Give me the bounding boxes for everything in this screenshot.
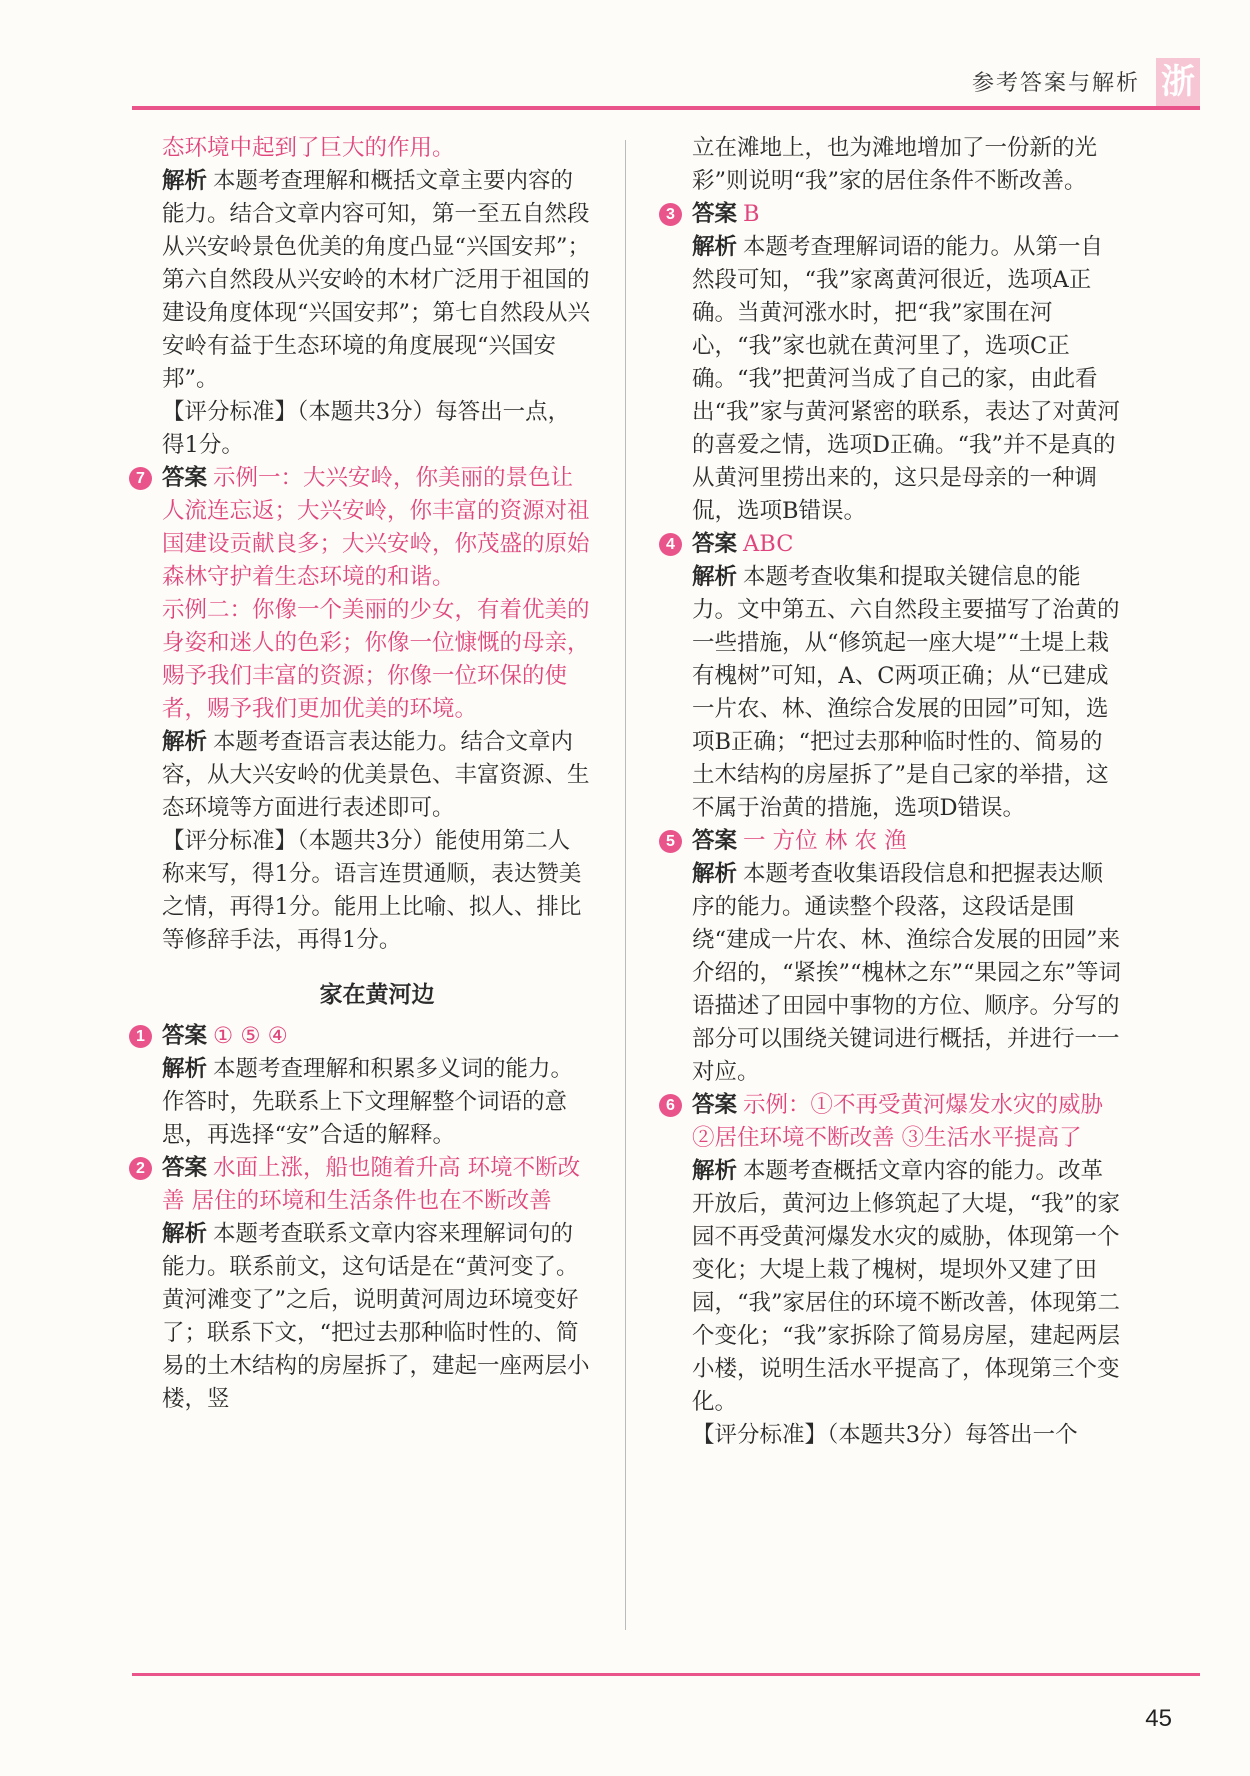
answer-label: 答案 [692, 828, 738, 854]
question-1 [136, 1020, 592, 1152]
analysis-text: 本题考查收集和提取关键信息的能力。文中第五、六自然段主要描写了治黄的一些措施，从“修筑起一座大堤”“土堤上栽有槐树”可知，A、C两项正确；从“已建成一片农、林、渔综合发展的田园”可知，选项B正确；“把过去那种临时性的、简易的土木结构的房屋拆了”是自己家的举措，这不属于治黄的措施，选项D错误。 [692, 564, 1120, 821]
section-title: 家在黄河边 [319, 982, 435, 1008]
province-badge: 浙 [1156, 58, 1200, 106]
question-2 [136, 1152, 592, 1416]
continued-answer: 态环境中起到了巨大的作用。 [162, 135, 455, 161]
analysis-label: 解析 [692, 1158, 738, 1184]
analysis-text: 本题考查理解和概括文章主要内容的能力。结合文章内容可知，第一至五自然段从兴安岭景色优美的角度凸显“兴国安邦”；第六自然段从兴安岭的木材广泛用于祖国的建设角度体现“兴国安邦”；第七自然段从兴安岭有益于生态环境的角度展现“兴国安邦”。 [162, 168, 591, 392]
analysis-text: 本题考查概括文章内容的能力。改革开放后，黄河边上修筑起了大堤，“我”的家园不再受黄河爆发水灾的威胁，体现第一个变化；大堤上栽了槐树，堤坝外又建了田园，“我”家居住的环境不断改善，体现第二个变化；“我”家拆除了简易房屋，建起两层小楼，说明生活水平提高了，体现第三个变化。 [692, 1158, 1121, 1415]
q6-analysis [162, 165, 592, 396]
question-4 [666, 528, 1122, 825]
question-5 [666, 825, 1122, 1089]
question-7 [136, 462, 592, 957]
analysis-label: 解析 [162, 1221, 208, 1247]
answer-label: 答案 [162, 1023, 208, 1049]
analysis-label: 解析 [692, 861, 738, 887]
analysis-label: 解析 [692, 564, 738, 590]
right-column [666, 132, 1122, 1452]
question-number-badge: 3 [659, 203, 682, 226]
question-number-badge: 2 [129, 1157, 152, 1180]
header-rule [132, 106, 1200, 110]
question-number-badge: 7 [129, 467, 152, 490]
answer-text: 水面上涨，船也随着升高 环境不断改善 居住的环境和生活条件也在不断改善 [162, 1155, 581, 1214]
answer-text: ABC [743, 531, 794, 557]
question-number-badge: 5 [659, 830, 682, 853]
answer-label: 答案 [692, 531, 738, 557]
analysis-label: 解析 [162, 168, 208, 194]
answer-label: 答案 [692, 201, 738, 227]
analysis-text: 本题考查语言表达能力。结合文章内容，从大兴安岭的优美景色、丰富资源、生态环境等方面进行表述即可。 [162, 729, 590, 821]
answer-text-2: 示例二：你像一个美丽的少女，有着优美的身姿和迷人的色彩；你像一位慷慨的母亲，赐予我们丰富的资源；你像一位环保的使者，赐予我们更加优美的环境。 [162, 597, 590, 722]
answer-text: 示例一：大兴安岭，你美丽的景色让人流连忘返；大兴安岭，你丰富的资源对祖国建设贡献良多；大兴安岭，你茂盛的原始森林守护着生态环境的和谐。 [162, 465, 590, 590]
scoring-text: 【评分标准】（本题共3分）每答出一个 [692, 1422, 1078, 1448]
analysis-text: 本题考查理解词语的能力。从第一自然段可知，“我”家离黄河很近，选项A正确。当黄河涨水时，把“我”家围在河心，“我”家也就在黄河里了，选项C正确。“我”把黄河当成了自己的家，由此看出“我”家与黄河紧密的联系，表达了对黄河的喜爱之情，选项D正确。“我”并不是真的从黄河里捞出来的，这只是母亲的一种调侃，选项B错误。 [692, 234, 1121, 524]
scoring-text: 【评分标准】（本题共3分）能使用第二人称来写，得1分。语言连贯通顺，表达赞美之情，再得1分。能用上比喻、拟人、排比等修辞手法，再得1分。 [162, 828, 582, 953]
question-6 [666, 1089, 1122, 1452]
page-number: 45 [1145, 1705, 1172, 1732]
column-divider [625, 140, 626, 1630]
answer-text: 一 方位 林 农 渔 [743, 828, 907, 854]
header-title: 参考答案与解析 [971, 71, 1140, 96]
analysis-text: 本题考查理解和积累多义词的能力。作答时，先联系上下文理解整个词语的意思，再选择“安”合适的解释。 [162, 1056, 574, 1148]
answer-text: B [743, 201, 760, 227]
continued-analysis: 立在滩地上，也为滩地增加了一份新的光彩”则说明“我”家的居住条件不断改善。 [692, 135, 1098, 194]
answer-text: ① ⑤ ④ [213, 1023, 288, 1049]
analysis-text: 本题考查收集语段信息和把握表达顺序的能力。通读整个段落，这段话是围绕“建成一片农、林、渔综合发展的田园”来介绍的，“紧挨”“槐林之东”“果园之东”等词语描述了田园中事物的方位、顺序。分写的部分可以围绕关键词进行概括，并进行一一对应。 [692, 861, 1122, 1085]
analysis-label: 解析 [162, 1056, 208, 1082]
analysis-label: 解析 [692, 234, 738, 260]
answer-label: 答案 [162, 465, 208, 491]
q6-scoring: 【评分标准】（本题共3分）每答出一点，得1分。 [162, 399, 571, 458]
footer-rule [132, 1673, 1200, 1676]
question-number-badge: 4 [659, 533, 682, 556]
left-column [136, 132, 592, 1416]
question-number-badge: 6 [659, 1094, 682, 1117]
answer-label: 答案 [162, 1155, 208, 1181]
answer-label: 答案 [692, 1092, 738, 1118]
question-number-badge: 1 [129, 1025, 152, 1048]
analysis-text: 本题考查联系文章内容来理解词句的能力。联系前文，这句话是在“黄河变了。黄河滩变了”之后，说明黄河周边环境变好了；联系下文，“把过去那种临时性的、简易的土木结构的房屋拆了，建起一座两层小楼，竖 [162, 1221, 590, 1412]
question-3 [666, 198, 1122, 528]
analysis-label: 解析 [162, 729, 208, 755]
page-header [0, 0, 1250, 112]
answer-text: 示例：①不再受黄河爆发水灾的威胁 ②居住环境不断改善 ③生活水平提高了 [692, 1092, 1104, 1151]
